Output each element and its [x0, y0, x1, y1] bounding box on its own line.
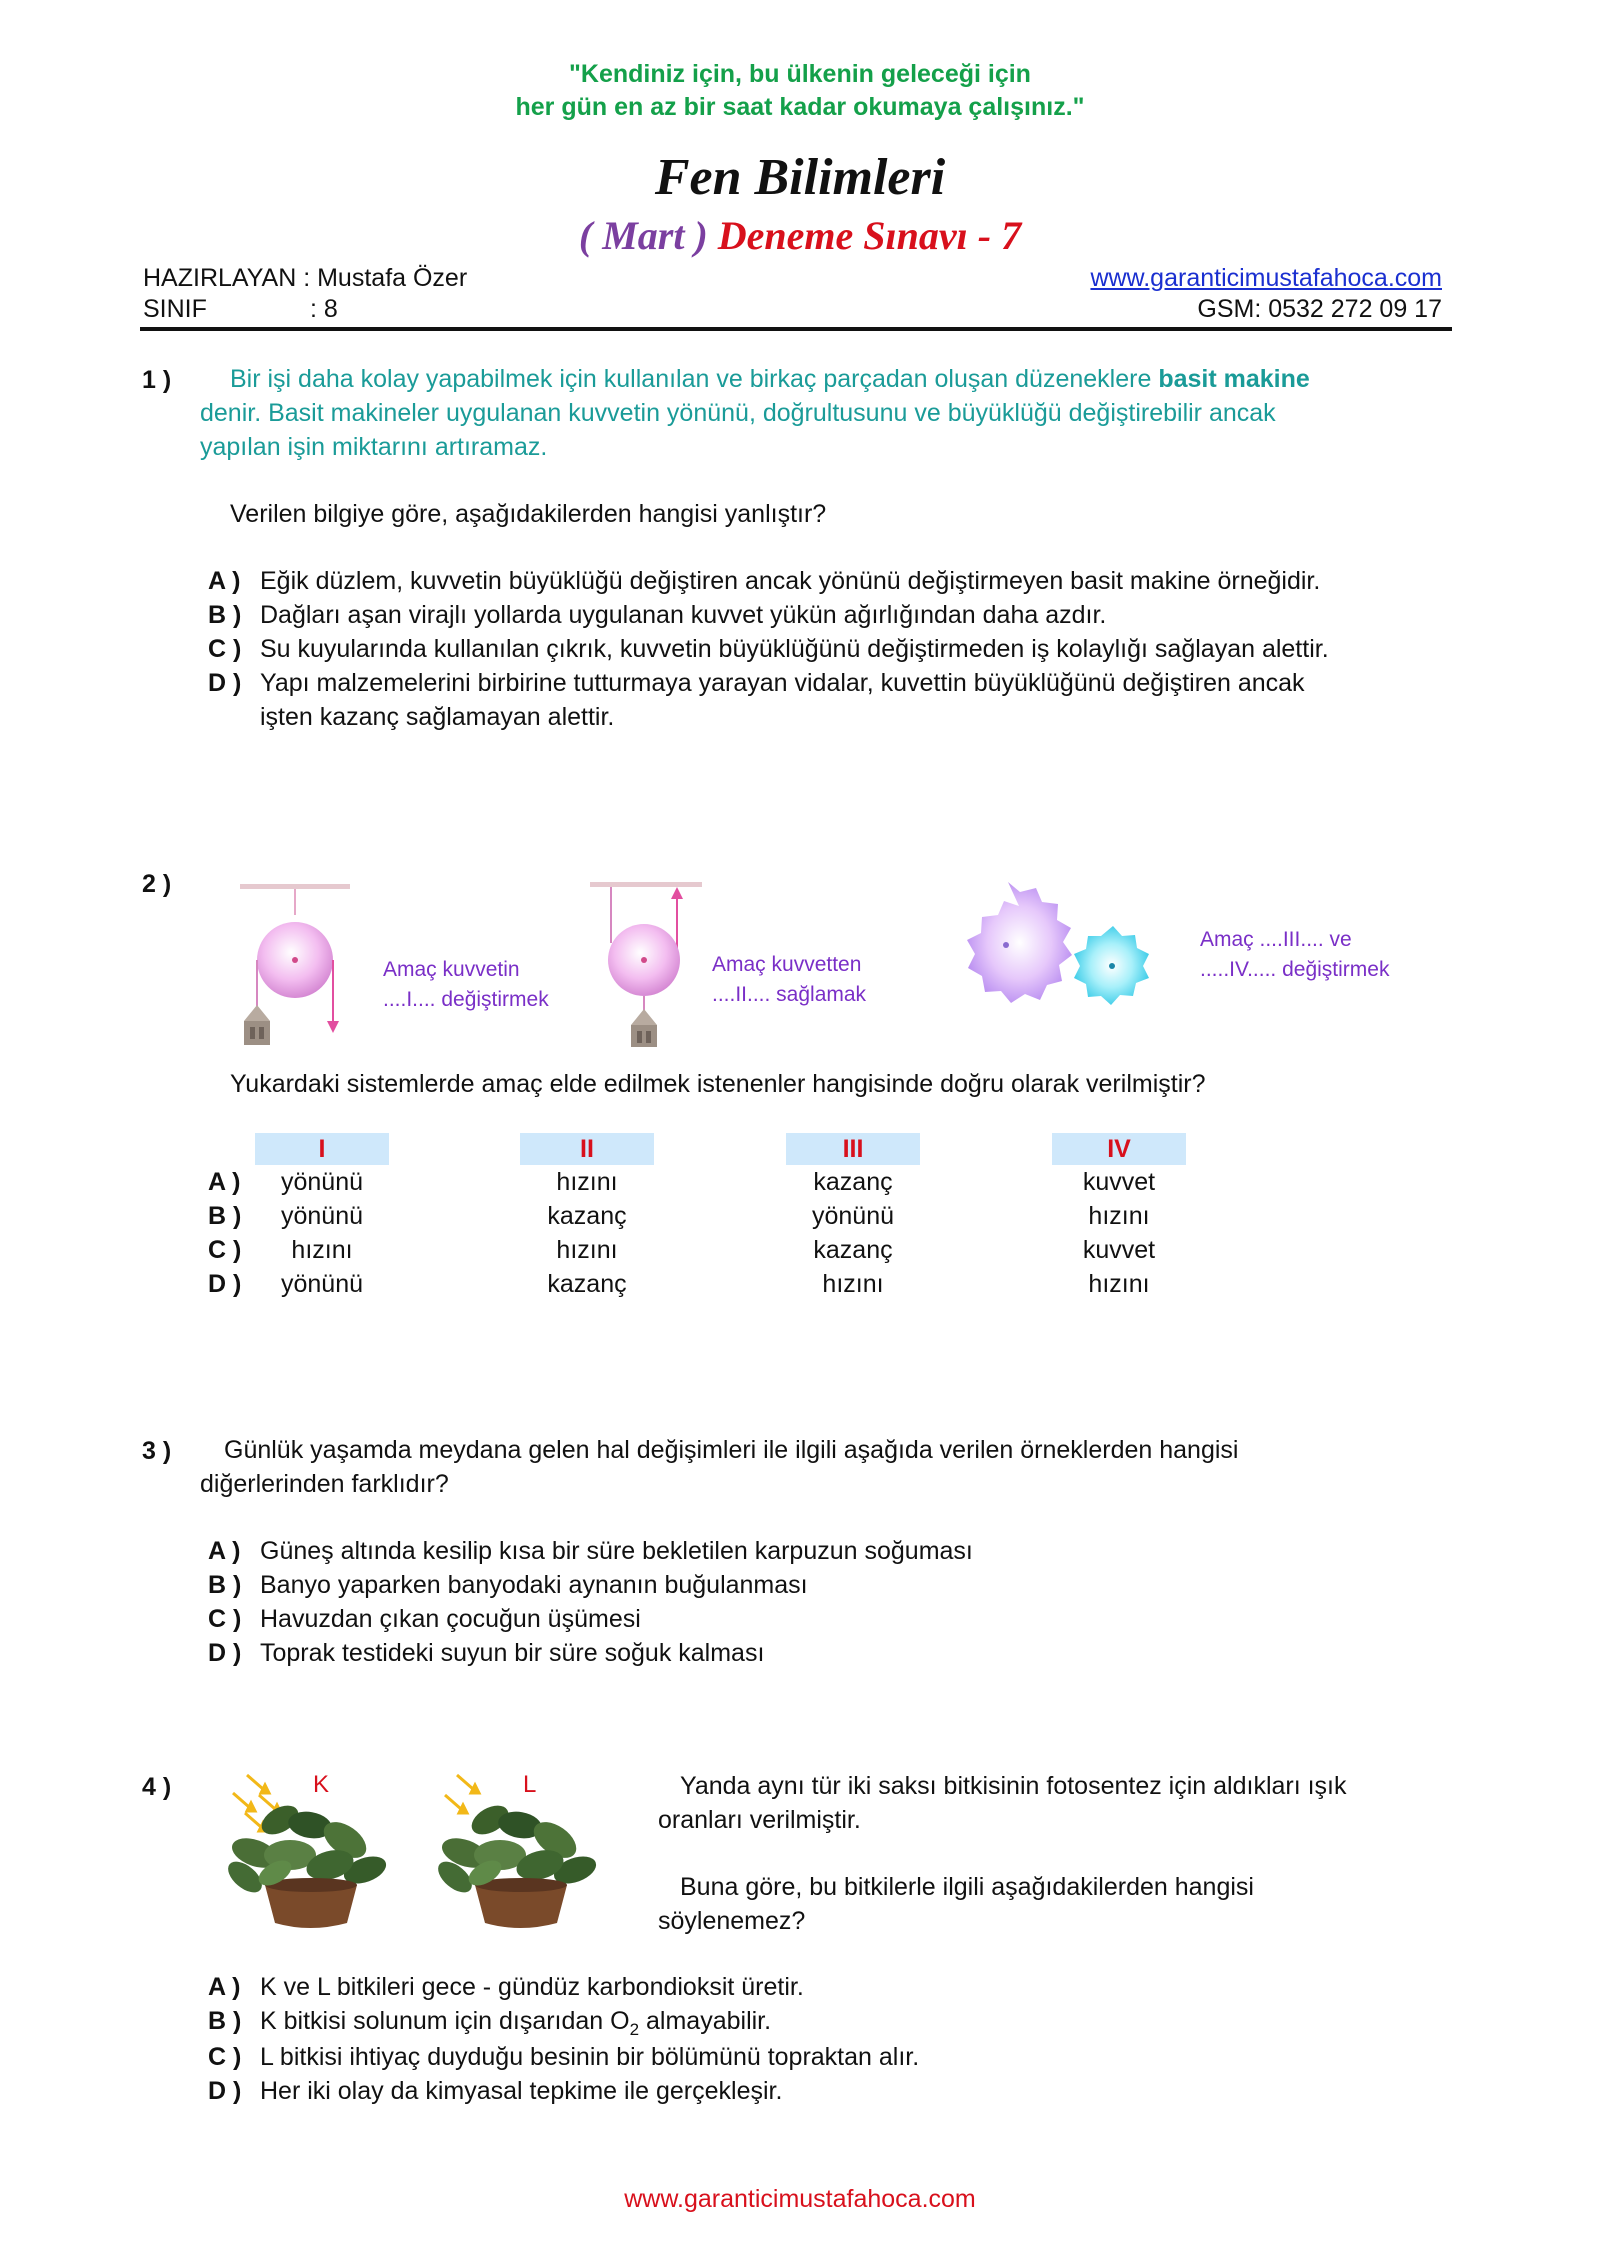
page-subtitle [0, 212, 1600, 259]
q3-option-b[interactable]: B ) Banyo yaparken banyodaki aynanın buğulanması [208, 1571, 808, 1599]
question-4-info-line-1: Yanda aynı tür iki saksı bitkisinin fotosentez için aldıkları ışık [680, 1772, 1347, 1800]
author-label: HAZIRLAYAN : Mustafa Özer [143, 264, 468, 292]
table-header-iii: III [786, 1133, 920, 1165]
question-3-line-2: diğerlerinden farklıdır? [200, 1470, 449, 1498]
question-1-lead: Bir işi daha kolay yapabilmek için kullanılan ve birkaç parçadan oluşan düzeneklere [230, 365, 1152, 393]
question-1-keyword: basit makine [1158, 365, 1310, 393]
q4-option-d[interactable]: D ) Her iki olay da kimyasal tepkime ile gerçekleşir. [208, 2077, 783, 2105]
table-header-ii: II [520, 1133, 654, 1165]
movable-pulley [590, 882, 702, 1047]
q3-option-d[interactable]: D ) Toprak testideki suyun bir süre soğuk kalması [208, 1639, 765, 1667]
load-weight-icon [244, 1005, 270, 1045]
question-1-line-3: yapılan işin miktarını artıramaz. [200, 433, 548, 461]
q3-option-c[interactable]: C ) Havuzdan çıkan çocuğun üşümesi [208, 1605, 641, 1633]
fixed-pulley [240, 884, 350, 1045]
q1-option-b[interactable]: B ) Dağları aşan virajlı yollarda uygulanan kuvvet yükün ağırlığından daha azdır. [208, 601, 1107, 629]
q3-option-a[interactable]: A ) Güneş altında kesilip kısa bir süre bekletilen karpuzun soğuması [208, 1537, 973, 1565]
phone-number: GSM: 0532 272 09 17 [1197, 295, 1442, 323]
caption-3: Amaç ....III.... ve .....IV..... değiştirmek [1200, 928, 1390, 981]
question-1-number: 1 ) [142, 366, 172, 394]
class-value: : 8 [310, 295, 338, 323]
table-header-iv: IV [1052, 1133, 1186, 1165]
plant-l-label: L [523, 1771, 537, 1798]
question-4-prompt-line-1: Buna göre, bu bitkilerle ilgili aşağıdakilerden hangisi [680, 1873, 1254, 1901]
table-header-i: I [255, 1133, 389, 1165]
question-4-number: 4 ) [142, 1773, 172, 1801]
plant-k-label: K [313, 1771, 330, 1798]
question-4-info-line-2: oranları verilmiştir. [658, 1806, 861, 1834]
sunlight-arrows-l [445, 1775, 479, 1813]
motto-line-1: "Kendiniz için, bu ülkenin geleceği için [569, 60, 1031, 88]
subtitle-exam: Deneme Sınavı - 7 [717, 213, 1022, 258]
q4-option-b[interactable]: B ) K bitkisi solunum için dışarıdan $O_2$ almayabilir. [208, 2007, 772, 2039]
header-divider [140, 327, 1452, 331]
q1-option-a[interactable]: A ) Eğik düzlem, kuvvetin büyüklüğü değiştiren ancak yönünü değiştirmeyen basit makine örneğidir. [208, 567, 1321, 595]
question-3-number: 3 ) [142, 1437, 172, 1465]
question-1-intro [230, 362, 1470, 396]
question-1-line-2: denir. Basit makineler uygulanan kuvvetin yönünü, doğrultusunu ve büyüklüğü değiştirebilir ancak [200, 399, 1276, 427]
q1-option-c[interactable]: C ) Su kuyularında kullanılan çıkrık, kuvvetin büyüklüğünü değiştirmeden iş kolaylığı sağlayan alettir. [208, 635, 1329, 663]
caption-1: Amaç kuvvetin ....I.... değiştirmek [383, 958, 549, 1011]
question-4-prompt-line-2: söylenemez? [658, 1907, 806, 1935]
large-gear [967, 882, 1072, 1003]
q1-option-d-continued: işten kazanç sağlamayan alettir. [260, 703, 615, 731]
question-2-number: 2 ) [142, 870, 172, 898]
question-2-prompt: Yukardaki sistemlerde amaç elde edilmek istenenler hangisinde doğru olarak verilmiştir? [230, 1070, 1206, 1098]
website-link[interactable]: www.garanticimustafahoca.com [1090, 264, 1442, 292]
q4-option-c[interactable]: C ) L bitkisi ihtiyaç duyduğu besinin bir bölümünü topraktan alır. [208, 2043, 920, 2071]
question-1-prompt: Verilen bilgiye göre, aşağıdakilerden hangisi yanlıştır? [230, 500, 827, 528]
q4-option-a[interactable]: A ) K ve L bitkileri gece - gündüz karbondioksit üretir. [208, 1973, 804, 2001]
plants-illustration [225, 1765, 625, 1940]
page-title: Fen Bilimleri [654, 149, 946, 206]
caption-2: Amaç kuvvetten ....II.... sağlamak [712, 953, 867, 1006]
load-weight-icon [631, 1009, 657, 1047]
q1-option-d[interactable]: D ) Yapı malzemelerini birbirine tutturmaya yarayan vidalar, kuvettin büyüklüğünü değiştiren ancak [208, 669, 1305, 697]
subtitle-month: ( Mart ) [578, 213, 708, 258]
class-label: SINIF [143, 295, 207, 323]
plant-l-icon [433, 1800, 600, 1928]
question-3-line-1: Günlük yaşamda meydana gelen hal değişimleri ile ilgili aşağıda verilen örneklerden hangisi [224, 1436, 1239, 1464]
motto-line-2: her gün en az bir saat kadar okumaya çalışınız." [515, 93, 1085, 121]
footer-website[interactable]: www.garanticimustafahoca.com [624, 2185, 976, 2213]
